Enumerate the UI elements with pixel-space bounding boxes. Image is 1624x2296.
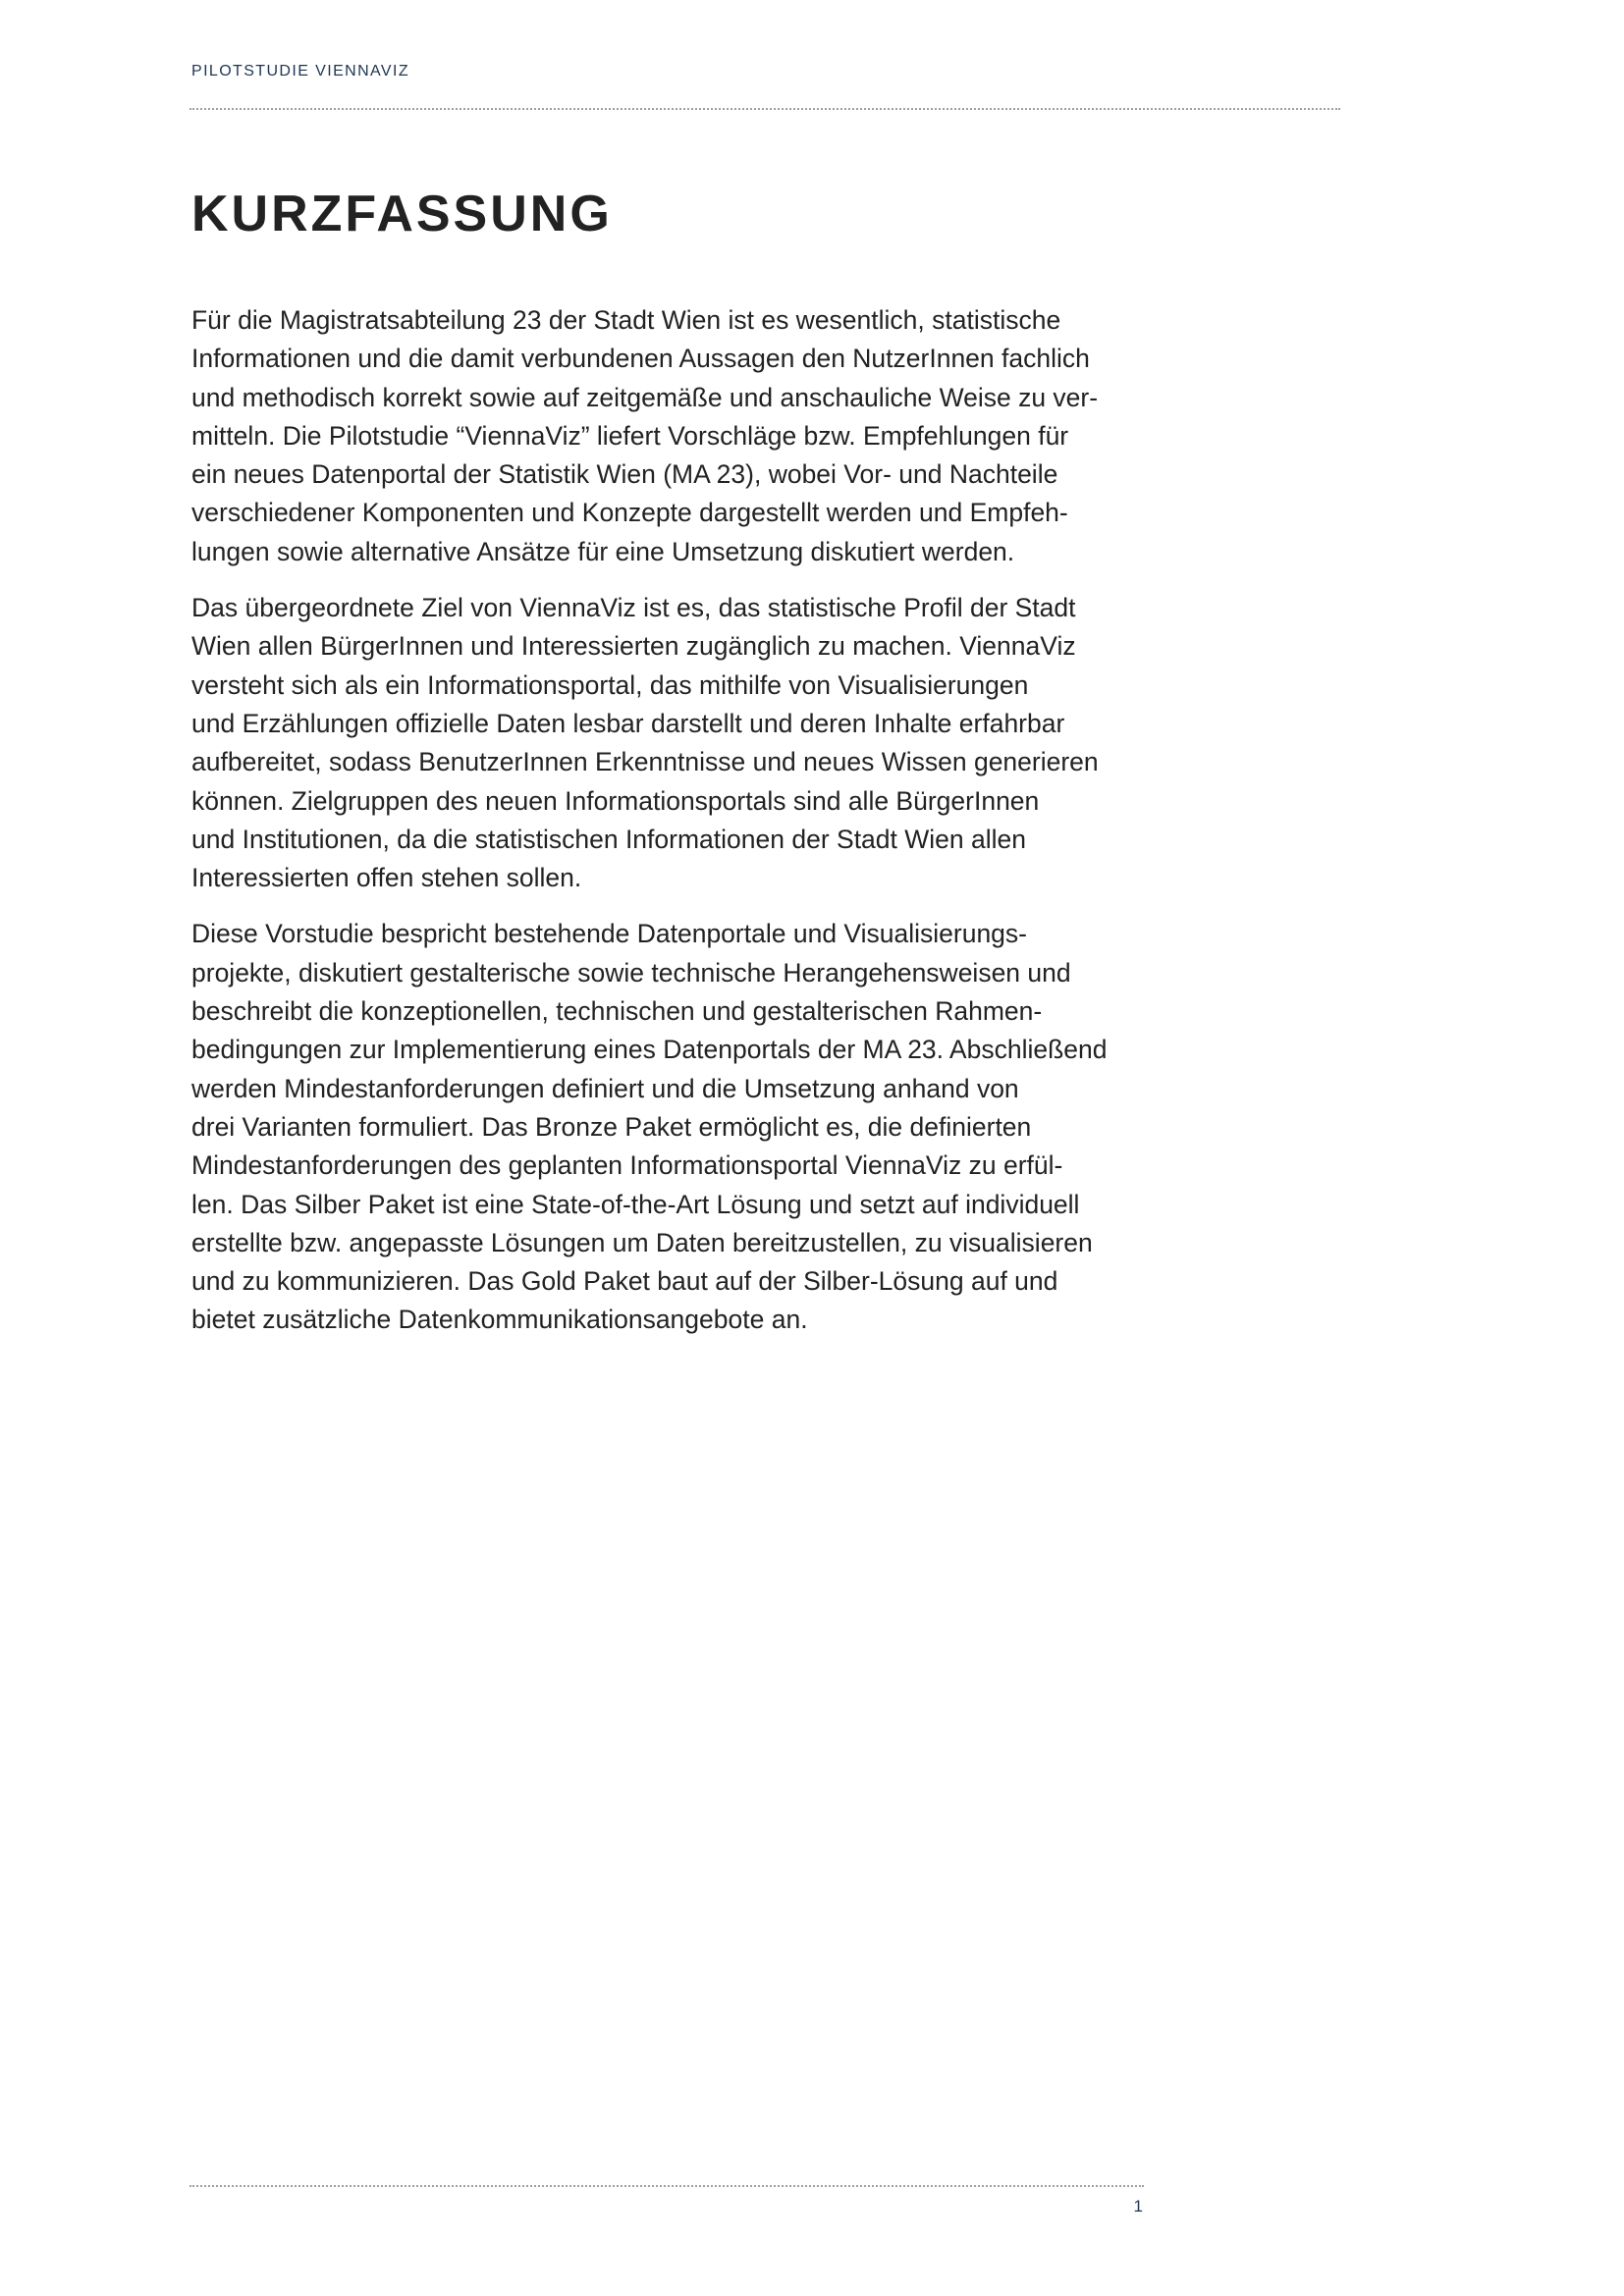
- running-header: PILOTSTUDIE VIENNAVIZ: [191, 63, 410, 80]
- page-title: KURZFASSUNG: [191, 186, 613, 242]
- header-divider: [189, 108, 1340, 110]
- footer-divider: [189, 2185, 1144, 2187]
- page-number: 1: [1133, 2197, 1143, 2216]
- paragraph-intro: Für die Magistratsabteilung 23 der Stadt Wien ist es wesentlich, statistische Informationen und die damit verbundenen Aussagen den NutzerInnen fachlich und methodisch korrekt sowie auf zeitgemäße und anschauliche Weise zu ver- mitteln. Die Pilotstudie “ViennaViz” liefert Vorschläge bzw. Empfehlungen für ein neues Datenportal der Statistik Wien (MA 23), wobei Vor- und Nachteile verschiedener Komponenten und Konzepte dargestellt werden und Empfeh- lungen sowie alternative Ansätze für eine Umsetzung diskutiert werden.: [191, 305, 1099, 566]
- paragraph-study-scope: Diese Vorstudie bespricht bestehende Datenportale und Visualisierungs- projekte, diskutiert gestalterische sowie technische Herangehensweisen und beschreibt die konzeptionellen, technischen und gestalterischen Rahmen- bedingungen zur Implementierung eines Datenportals der MA 23. Abschließend werden Mindestanforderungen definiert und die Umsetzung anhand von drei Varianten formuliert. Das Bronze Paket ermöglicht es, die definierten Mindestanforderungen des geplanten Informationsportal ViennaViz zu erfül- len. Das Silber Paket ist eine State-of-the-Art Lösung und setzt auf individuell erstellte bzw. angepasste Lösungen um Daten bereitzustellen, zu visualisieren und zu kommunizieren. Das Gold Paket baut auf der Silber-Lösung auf und bietet zusätzliche Datenkommunikationsangebote an.: [191, 919, 1108, 1335]
- paragraph-goal: Das übergeordnete Ziel von ViennaViz ist es, das statistische Profil der Stadt Wien allen BürgerInnen und Interessierten zugänglich zu machen. ViennaViz versteht sich als ein Informationsportal, das mithilfe von Visualisierungen und Erzählungen offizielle Daten lesbar darstellt und deren Inhalte erfahrbar aufbereitet, sodass BenutzerInnen Erkenntnisse und neues Wissen generieren können. Zielgruppen des neuen Informationsportals sind alle BürgerInnen und Institutionen, da die statistischen Informationen der Stadt Wien allen Interessierten offen stehen sollen.: [191, 593, 1099, 893]
- body-text: [191, 301, 1144, 1358]
